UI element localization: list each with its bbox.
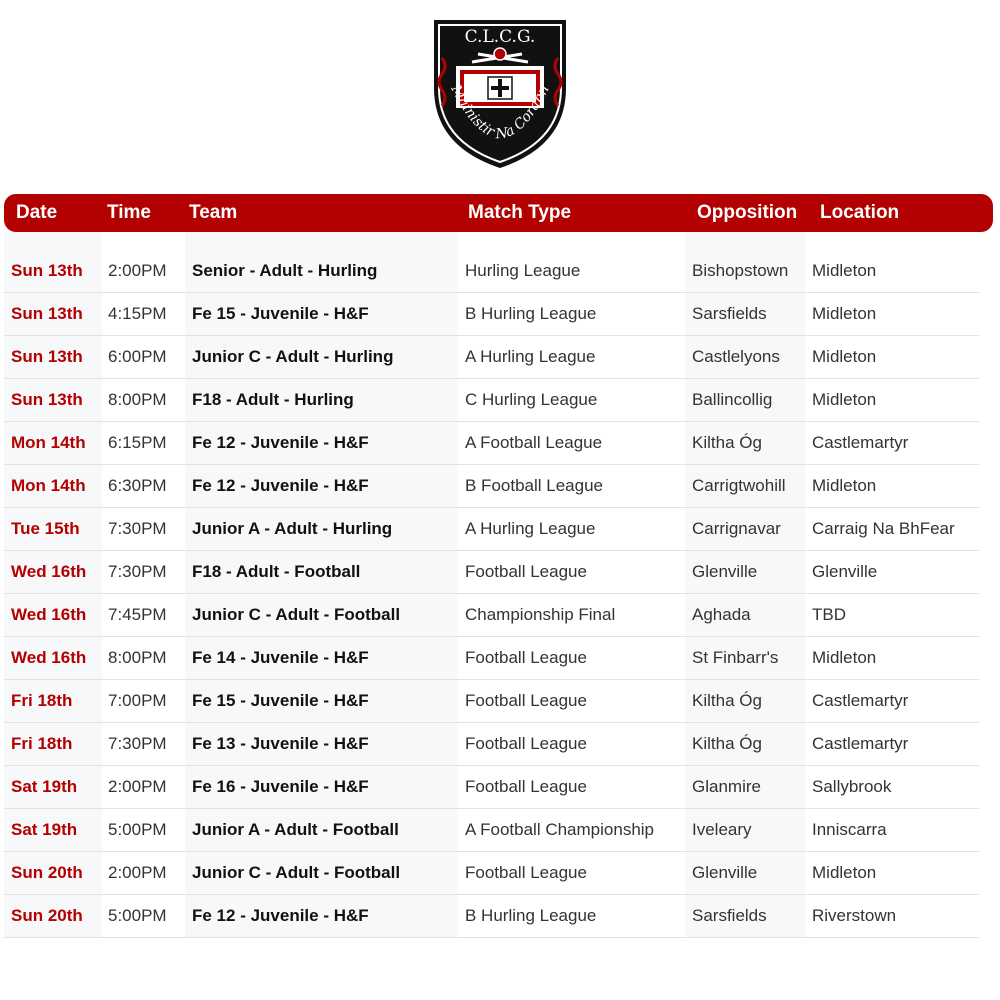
fixture-team: Fe 16 - Juvenile - H&F bbox=[185, 766, 458, 808]
fixture-team: Fe 13 - Juvenile - H&F bbox=[185, 723, 458, 765]
table-spacer bbox=[4, 232, 979, 250]
table-row bbox=[4, 293, 979, 336]
fixture-date: Fri 18th bbox=[4, 680, 102, 722]
table-row bbox=[4, 723, 979, 766]
fixture-match-type: Football League bbox=[465, 691, 587, 710]
fixture-team: Fe 15 - Juvenile - H&F bbox=[185, 680, 458, 722]
fixture-opposition: Glenville bbox=[685, 852, 805, 894]
fixture-time: 2:00PM bbox=[108, 863, 167, 882]
fixture-time: 6:15PM bbox=[108, 433, 167, 452]
fixture-match-type: Hurling League bbox=[465, 261, 581, 280]
fixture-match-type: Football League bbox=[465, 562, 587, 581]
fixture-team: Fe 12 - Juvenile - H&F bbox=[185, 465, 458, 507]
fixture-team: Junior C - Adult - Hurling bbox=[185, 336, 458, 378]
fixture-date: Wed 16th bbox=[4, 637, 102, 679]
fixture-date: Sun 13th bbox=[4, 336, 102, 378]
fixture-location: Midleton bbox=[812, 476, 877, 495]
fixture-opposition: Carrigtwohill bbox=[685, 465, 805, 507]
fixture-time: 8:00PM bbox=[108, 648, 167, 667]
fixture-location: Midleton bbox=[812, 347, 877, 366]
fixture-location: TBD bbox=[812, 605, 846, 624]
header-match-type: Match Type bbox=[468, 202, 572, 223]
fixture-team: Fe 12 - Juvenile - H&F bbox=[185, 895, 458, 937]
fixture-opposition: Castlelyons bbox=[685, 336, 805, 378]
fixture-match-type: A Football League bbox=[465, 433, 603, 452]
fixture-date: Sun 20th bbox=[4, 895, 102, 937]
fixture-opposition: Aghada bbox=[685, 594, 805, 636]
table-row bbox=[4, 766, 979, 809]
fixture-date: Mon 14th bbox=[4, 422, 102, 464]
fixture-time: 6:00PM bbox=[108, 347, 167, 366]
fixture-team: Junior C - Adult - Football bbox=[185, 594, 458, 636]
fixture-opposition: Kiltha Óg bbox=[685, 723, 805, 765]
fixture-location: Inniscarra bbox=[812, 820, 887, 839]
fixture-match-type: A Football Championship bbox=[465, 820, 655, 839]
fixture-team: F18 - Adult - Football bbox=[185, 551, 458, 593]
fixture-opposition: Bishopstown bbox=[685, 250, 805, 292]
fixture-date: Sun 20th bbox=[4, 852, 102, 894]
header-team: Team bbox=[189, 202, 238, 223]
fixture-date: Wed 16th bbox=[4, 551, 102, 593]
fixture-opposition: Carrignavar bbox=[685, 508, 805, 550]
fixture-opposition: Glenville bbox=[685, 551, 805, 593]
fixture-opposition: Glanmire bbox=[685, 766, 805, 808]
fixture-match-type: Football League bbox=[465, 863, 587, 882]
fixture-location: Riverstown bbox=[812, 906, 897, 925]
fixture-date: Sat 19th bbox=[4, 766, 102, 808]
fixture-time: 6:30PM bbox=[108, 476, 167, 495]
fixture-time: 7:30PM bbox=[108, 519, 167, 538]
fixture-date: Mon 14th bbox=[4, 465, 102, 507]
fixture-opposition: Kiltha Óg bbox=[685, 422, 805, 464]
fixture-time: 2:00PM bbox=[108, 261, 167, 280]
fixture-team: Fe 14 - Juvenile - H&F bbox=[185, 637, 458, 679]
fixture-match-type: Football League bbox=[465, 648, 587, 667]
table-row bbox=[4, 551, 979, 594]
fixture-time: 7:45PM bbox=[108, 605, 167, 624]
fixture-match-type: A Hurling League bbox=[465, 347, 596, 366]
club-crest-logo bbox=[430, 18, 570, 170]
table-row bbox=[4, 852, 979, 895]
fixture-team: Junior C - Adult - Football bbox=[185, 852, 458, 894]
fixture-opposition: Iveleary bbox=[685, 809, 805, 851]
table-row bbox=[4, 379, 979, 422]
fixture-match-type: B Hurling League bbox=[465, 906, 597, 925]
fixture-location: Midleton bbox=[812, 390, 877, 409]
table-row bbox=[4, 465, 979, 508]
fixture-date: Sun 13th bbox=[4, 379, 102, 421]
table-row bbox=[4, 637, 979, 680]
header-location: Location bbox=[820, 202, 900, 223]
fixture-location: Castlemartyr bbox=[812, 691, 909, 710]
crest-bottom-text: Mainistir Na Corann bbox=[447, 82, 553, 143]
fixture-match-type: Football League bbox=[465, 777, 587, 796]
header-opposition: Opposition bbox=[697, 202, 798, 223]
fixture-opposition: St Finbarr's bbox=[685, 637, 805, 679]
fixture-location: Sallybrook bbox=[812, 777, 892, 796]
table-row bbox=[4, 895, 979, 938]
fixture-date: Fri 18th bbox=[4, 723, 102, 765]
header-date: Date bbox=[16, 202, 58, 223]
fixture-time: 7:30PM bbox=[108, 562, 167, 581]
fixture-team: F18 - Adult - Hurling bbox=[185, 379, 458, 421]
fixture-location: Midleton bbox=[812, 863, 877, 882]
fixture-opposition: Kiltha Óg bbox=[685, 680, 805, 722]
fixtures-table bbox=[4, 250, 979, 938]
fixture-time: 5:00PM bbox=[108, 906, 167, 925]
fixture-match-type: Football League bbox=[465, 734, 587, 753]
fixture-match-type: B Hurling League bbox=[465, 304, 597, 323]
fixture-team: Junior A - Adult - Hurling bbox=[185, 508, 458, 550]
fixture-date: Sun 13th bbox=[4, 293, 102, 335]
fixture-opposition: Ballincollig bbox=[685, 379, 805, 421]
table-row bbox=[4, 250, 979, 293]
fixture-opposition: Sarsfields bbox=[685, 895, 805, 937]
table-row bbox=[4, 422, 979, 465]
fixture-match-type: B Football League bbox=[465, 476, 603, 495]
fixture-location: Midleton bbox=[812, 304, 877, 323]
fixture-time: 5:00PM bbox=[108, 820, 167, 839]
fixture-time: 7:30PM bbox=[108, 734, 167, 753]
fixture-location: Midleton bbox=[812, 648, 877, 667]
fixture-date: Sun 13th bbox=[4, 250, 102, 292]
fixture-time: 2:00PM bbox=[108, 777, 167, 796]
fixture-team: Junior A - Adult - Football bbox=[185, 809, 458, 851]
fixture-match-type: A Hurling League bbox=[465, 519, 596, 538]
fixture-date: Tue 15th bbox=[4, 508, 102, 550]
table-row bbox=[4, 508, 979, 551]
header-time: Time bbox=[107, 202, 152, 223]
fixture-location: Midleton bbox=[812, 261, 877, 280]
fixtures-header-bar bbox=[4, 194, 993, 232]
fixture-date: Sat 19th bbox=[4, 809, 102, 851]
table-row bbox=[4, 336, 979, 379]
table-row bbox=[4, 680, 979, 723]
fixture-location: Castlemartyr bbox=[812, 433, 909, 452]
fixture-time: 8:00PM bbox=[108, 390, 167, 409]
fixture-time: 7:00PM bbox=[108, 691, 167, 710]
crest-top-text: C.L.C.G. bbox=[464, 27, 536, 47]
fixture-opposition: Sarsfields bbox=[685, 293, 805, 335]
fixture-location: Glenville bbox=[812, 562, 878, 581]
fixture-location: Castlemartyr bbox=[812, 734, 909, 753]
table-row bbox=[4, 594, 979, 637]
fixture-match-type: Championship Final bbox=[465, 605, 616, 624]
fixture-match-type: C Hurling League bbox=[465, 390, 598, 409]
fixture-team: Senior - Adult - Hurling bbox=[185, 250, 458, 292]
fixture-time: 4:15PM bbox=[108, 304, 167, 323]
fixture-team: Fe 12 - Juvenile - H&F bbox=[185, 422, 458, 464]
fixture-date: Wed 16th bbox=[4, 594, 102, 636]
fixture-team: Fe 15 - Juvenile - H&F bbox=[185, 293, 458, 335]
table-row bbox=[4, 809, 979, 852]
fixture-location: Carraig Na BhFear bbox=[812, 519, 955, 538]
